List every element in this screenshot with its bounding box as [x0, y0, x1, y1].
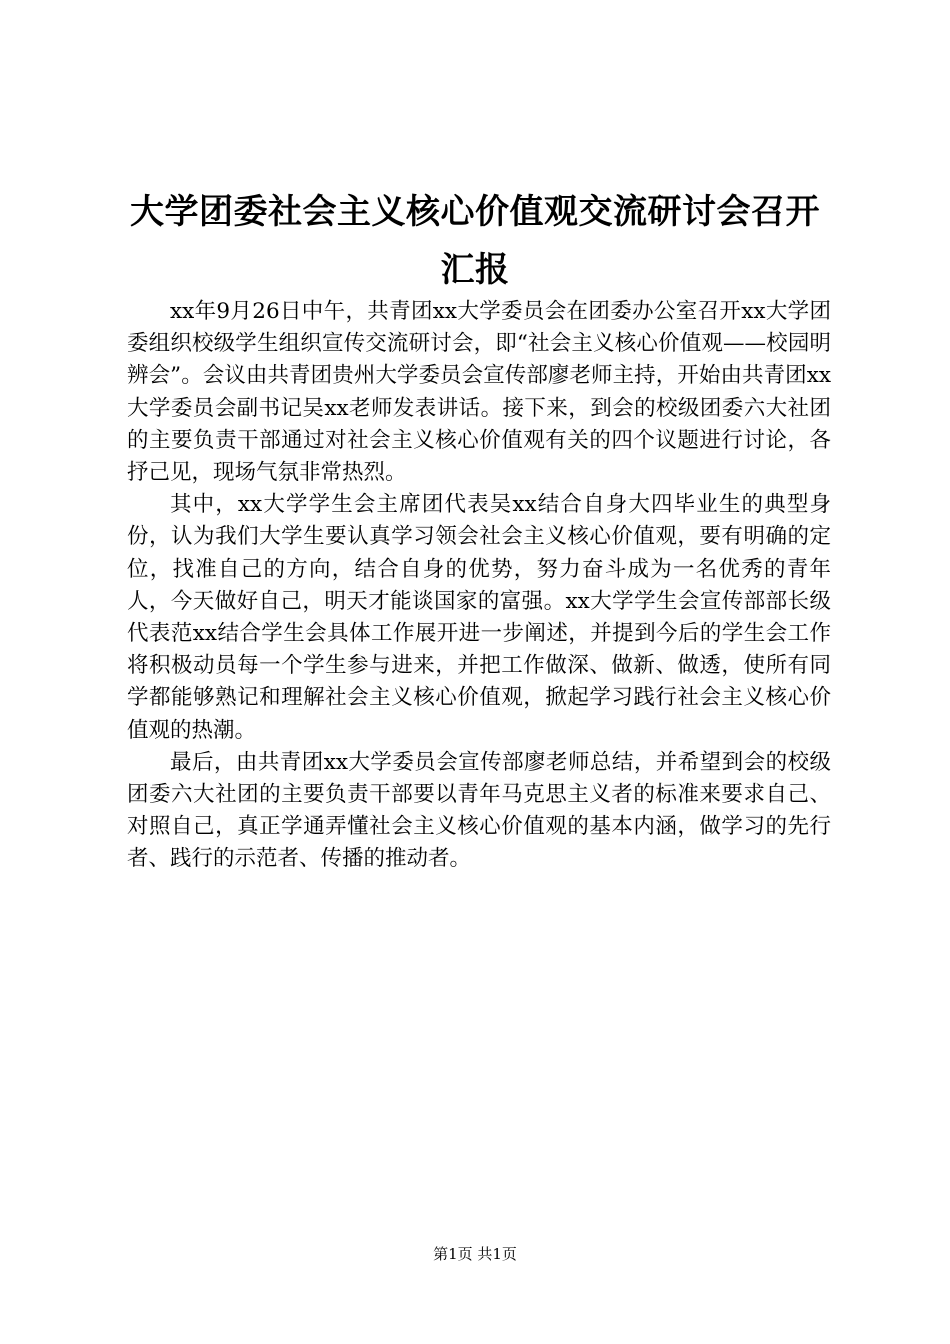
document-title: 大学团委社会主义核心价值观交流研讨会召开汇报	[130, 192, 820, 290]
paragraph-2: 其中，xx大学学生会主席团代表吴xx结合自身大四毕业生的典型身份，认为我们大学生要认真学习领会社会主义核心价值观，要有明确的定位，找准自己的方向，结合自身的优势，努力奋斗成为一名优秀的青年人，今天做好自己，明天才能谈国家的富强。xx大学学生会宣传部部长级代表范xx结合学生会具体工作展开进一步阐述，并提到今后的学生会工作将积极动员每一个学生参与进来，并把工作做深、做新、做透，使所有同学都能够熟记和理解社会主义核心价值观，掀起学习践行社会主义核心价值观的热潮。	[127, 492, 831, 743]
page-footer: 第1页 共1页	[433, 1245, 517, 1263]
paragraph-3: 最后，由共青团xx大学委员会宣传部廖老师总结，并希望到会的校级团委六大社团的主要负责干部要以青年马克思主义者的标准来要求自己、对照自己，真正学通弄懂社会主义核心价值观的基本内涵，做学习的先行者、践行的示范者、传播的推动者。	[127, 749, 831, 872]
paragraph-1: xx年9月26日中午，共青团xx大学委员会在团委办公室召开xx大学团委组织校级学生组织宣传交流研讨会，即“社会主义核心价值观——校园明辨会”。会议由共青团贵州大学委员会宣传部廖老师主持，开始由共青团xx大学委员会副书记吴xx老师发表讲话。接下来，到会的校级团委六大社团的主要负责干部通过对社会主义核心价值观有关的四个议题进行讨论，各抒己见，现场气氛非常热烈。	[127, 299, 831, 486]
document-body	[127, 296, 831, 876]
